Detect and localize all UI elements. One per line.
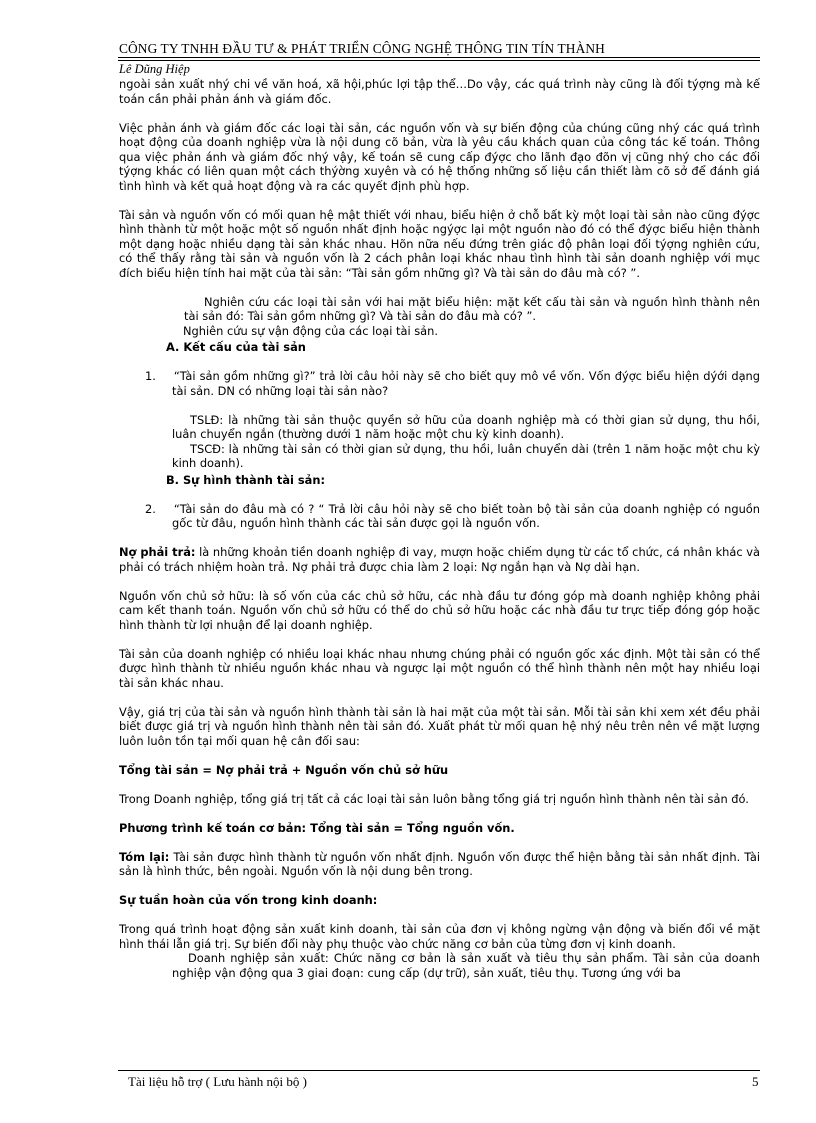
page-number: 5: [752, 1074, 759, 1089]
tsld-paragraph: TSLĐ: là những tài sản thuộc quyền sở hữu của doanh nghiệp mà có thời gian sử dụng, thu hồi, luân chuyển ngắn (thường dưới 1 năm hoặc một chu kỳ kinh doanh).: [172, 412, 760, 441]
section-heading-tuan-hoan: Sự tuần hoàn của vốn trong kinh doanh:: [119, 893, 378, 907]
item-number: 2.: [145, 501, 156, 516]
bold-term: Tóm lại:: [119, 849, 170, 864]
paragraph: Trong Doanh nghiệp, tổng giá trị tất cả các loại tài sản luôn bằng tổng giá trị nguồn hình thành nên tài sản đó.: [119, 791, 749, 806]
equation-1: Tổng tài sản = Nợ phải trả + Nguồn vốn chủ sở hữu: [119, 762, 449, 777]
paragraph: Nguồn vốn chủ sở hữu: là số vốn của các chủ sở hữu, các nhà đầu tư đóng góp mà doanh nghiệp không phải cam kết thanh toán. Nguồn vốn chủ sở hữu có thể do chủ sở hữu hoặc các nhà đầu tư trực tiếp đóng góp hoặc hình thành từ lợi nhuận để lại doanh nghiệp.: [119, 588, 760, 632]
footer-rule: [118, 1070, 760, 1071]
indented-paragraph: Doanh nghiệp sản xuất: Chức năng cơ bản là sản xuất và tiêu thụ sản phẩm. Tài sản của doanh nghiệp vận động qua 3 giai đoạn: cung cấp (dự trữ), sản xuất, tiêu thụ. Tương ứng với ba: [172, 951, 760, 980]
footer-text: Tài liệu hỗ trợ ( Lưu hành nội bộ ): [128, 1074, 307, 1089]
indented-paragraph: Nghiên cứu sự vận động của các loại tài sản.: [183, 323, 439, 338]
header-rule: [118, 57, 760, 58]
paragraph: ngoài sản xuất nhý chi về văn hoá, xã hội,phúc lợi tập thể…Do vậy, các quá trình này cũng là đối týợng mà kế toán cần phải phản ánh và giám đốc.: [119, 77, 760, 106]
paragraph-text: là những khoản tiền doanh nghiệp đi vay, mượn hoặc chiếm dụng từ các tổ chức, cá nhân khác và phải có trách nhiệm hoàn trả. Nợ phải trả được chia làm 2 loại: Nợ ngắn hạn và Nợ dài hạn.: [119, 545, 760, 574]
section-heading-a: A. Kết cấu của tài sản: [166, 340, 306, 354]
header-company-name: CÔNG TY TNHH ĐẦU TƯ & PHÁT TRIỂN CÔNG NGHỆ THÔNG TIN TÍN THÀNH: [119, 41, 605, 56]
paragraph: Vậy, giá trị của tài sản và nguồn hình thành tài sản là hai mặt của một tài sản. Mỗi tài sản khi xem xét đều phải biết được giá trị và nguồn hình thành nên tài sản đó. Xuất phát từ mối quan hệ nhý nêu trên nên về mặt lượng luôn luôn tồn tại mối quan hệ cân đối sau:: [119, 704, 760, 748]
paragraph: Tài sản và nguồn vốn có mối quan hệ mật thiết với nhau, biểu hiện ở chỗ bất kỳ một loại tài sản nào cũng đýợc hình thành từ một hoặc một số nguồn nhất định hoặc ngýợc lại một nguồn nào đó có thể đýợc biểu hiện thành một dạng hoặc nhiều dạng tài sản khác nhau. Hõn nữa nếu đứng trên giác độ phân loại đối týợng nghiên cứu, có thể thấy rằng tài sản và nguồn vốn là 2 cách phân loại khác nhau tình hình tài sản doanh nghiệp với mục đích biểu hiện tính hai mặt của tài sản: “Tài sản gồm những gì? Và tài sản do đâu mà có? ”.: [119, 207, 760, 280]
numbered-item-1: [119, 369, 760, 398]
tscd-paragraph: TSCĐ: là những tài sản có thời gian sử dụng, thu hồi, luân chuyển dài (trên 1 năm hoặc một chu kỳ kinh doanh).: [172, 441, 760, 470]
item-text: “Tài sản do đâu mà có ? “ Trả lời câu hỏi này sẽ cho biết toàn bộ tài sản của doanh nghiệp có nguồn gốc từ đâu, nguồn hình thành các tài sản được gọi là nguồn vốn.: [172, 501, 760, 530]
header-rule-double: [118, 60, 760, 61]
paragraph: Việc phản ánh và giám đốc các loại tài sản, các nguồn vốn và sự biến động của chúng cũng nhý các quá trình hoạt động của doanh nghiệp vừa là nội dung cõ bản, vừa là yêu cầu khách quan của công tác kế toán. Thông qua việc phản ánh và giám đốc nhý vậy, kế toán sẽ cung cấp đýợc cho lãnh đạo đõn vị cũng nhý cho các đối týợng khác có liên quan một cách thýờng xuyên và có hệ thống những số liệu cần thiết làm cõ sở để đánh giá tình hình và kết quả hoạt động và ra các quyết định phù hợp.: [119, 120, 760, 193]
item-number: 1.: [145, 369, 156, 383]
item-text: “Tài sản gồm những gì?” trả lời câu hỏi này sẽ cho biết quy mô về vốn. Vốn đýợc biểu hiện dýới dạng tài sản. DN có những loại tài sản nào?: [169, 369, 760, 398]
section-heading-b: B. Sự hình thành tài sản:: [166, 472, 326, 487]
paragraph: Tài sản của doanh nghiệp có nhiều loại khác nhau nhưng chúng phải có nguồn gốc xác định. Một tài sản có thể được hình thành từ nhiều nguồn khác nhau và ngược lại một nguồn có thể hình thành nên một hay nhiều loại tài sản khác nhau.: [119, 646, 760, 690]
indented-paragraph: Nghiên cứu các loại tài sản với hai mặt biểu hiện: mặt kết cấu tài sản và nguồn hình thành nên tài sản đó: Tài sản gồm những gì? Và tài sản do đâu mà có? ”.: [184, 294, 760, 323]
paragraph-text: Tài sản được hình thành từ nguồn vốn nhất định. Nguồn vốn được thể hiện bằng tài sản nhất định. Tài sản là hình thức, bên ngoài. Nguồn vốn là nội dung bên trong.: [119, 849, 761, 878]
numbered-item-2: [119, 502, 760, 531]
equation-2: Phương trình kế toán cơ bản: Tổng tài sản = Tổng nguồn vốn.: [119, 820, 515, 835]
paragraph: [119, 545, 760, 574]
header-author: Lê Dũng Hiệp: [119, 62, 190, 76]
paragraph: [119, 850, 760, 879]
bold-term: Nợ phải trả:: [119, 545, 196, 559]
document-body: [119, 77, 760, 980]
paragraph: Trong quá trình hoạt động sản xuất kinh doanh, tài sản của đơn vị không ngừng vận động và biến đổi về mặt hình thái lẫn giá trị. Sự biến đổi này phụ thuộc vào chức năng cơ bản của từng đơn vị kinh doanh.: [119, 922, 760, 951]
